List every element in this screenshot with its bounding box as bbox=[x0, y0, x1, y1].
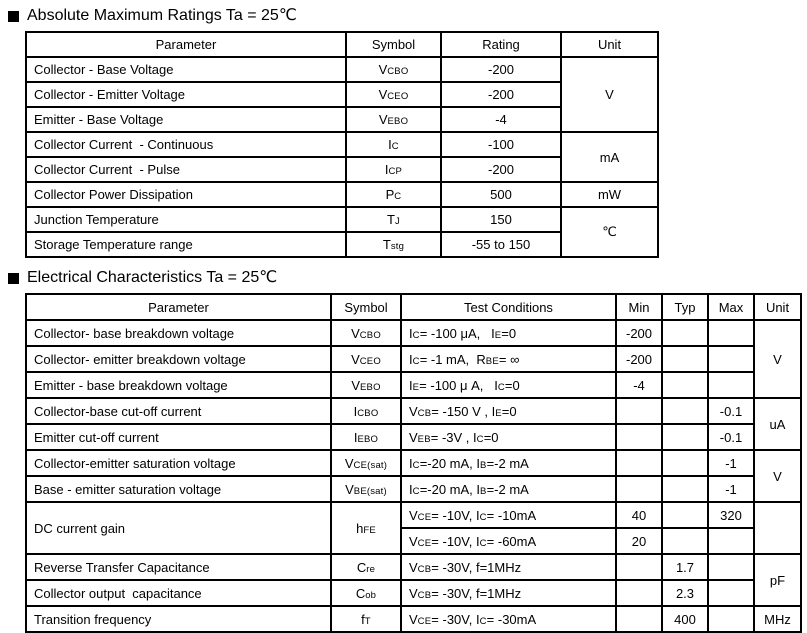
table-row bbox=[26, 606, 801, 632]
table-cell bbox=[441, 182, 561, 207]
column-header-parameter: Parameter bbox=[26, 294, 331, 320]
text: =-2 mA bbox=[486, 481, 529, 497]
text: =0 bbox=[504, 377, 520, 393]
text: I bbox=[409, 351, 413, 367]
text: -100 bbox=[487, 137, 515, 152]
table-cell bbox=[662, 346, 708, 372]
text: = -10V, I bbox=[431, 533, 480, 549]
table-cell bbox=[708, 528, 754, 554]
table-row bbox=[26, 424, 801, 450]
table-cell bbox=[561, 132, 658, 182]
table-cell bbox=[401, 320, 616, 346]
table-cell bbox=[346, 207, 441, 232]
table-cell bbox=[331, 580, 401, 606]
subscript: C bbox=[479, 511, 487, 523]
table-row bbox=[26, 207, 658, 232]
text: =-20 mA, I bbox=[419, 481, 481, 497]
text: V bbox=[378, 112, 388, 127]
table-cell bbox=[708, 476, 754, 502]
text: -4 bbox=[495, 112, 507, 127]
column-header-symbol: Symbol bbox=[331, 294, 401, 320]
text: Collector Power Dissipation bbox=[34, 187, 193, 202]
table-cell bbox=[26, 346, 331, 372]
subscript: B bbox=[480, 459, 487, 471]
subscript: CEO bbox=[387, 91, 409, 102]
text: = -100 μ A, I bbox=[419, 377, 498, 393]
subscript: C bbox=[476, 433, 484, 445]
table-row bbox=[26, 554, 801, 580]
table-cell bbox=[26, 320, 331, 346]
table-row bbox=[26, 182, 658, 207]
table-cell bbox=[26, 450, 331, 476]
table-cell bbox=[401, 528, 616, 554]
subscript: EBO bbox=[387, 116, 409, 127]
subscript: CE bbox=[417, 511, 432, 523]
text: Collector- base breakdown voltage bbox=[34, 325, 235, 341]
subscript: re bbox=[366, 563, 376, 575]
subscript: CBO bbox=[359, 329, 381, 341]
text: = -150 V , I bbox=[431, 403, 496, 419]
table-cell bbox=[441, 57, 561, 82]
table-cell bbox=[708, 346, 754, 372]
text: =0 bbox=[501, 403, 517, 419]
table-cell bbox=[346, 132, 441, 157]
subscript: EB bbox=[417, 433, 431, 445]
text: 400 bbox=[674, 611, 696, 627]
table-cell bbox=[26, 424, 331, 450]
table-cell bbox=[401, 372, 616, 398]
table-cell bbox=[616, 580, 662, 606]
abs-max-heading bbox=[8, 7, 807, 25]
table-cell bbox=[662, 502, 708, 528]
square-bullet-icon bbox=[8, 11, 19, 22]
text: Collector- emitter breakdown voltage bbox=[34, 351, 246, 367]
text: V bbox=[409, 507, 418, 523]
text: V bbox=[344, 455, 354, 471]
column-header-unit: Unit bbox=[754, 294, 801, 320]
text: Collector-base cut-off current bbox=[34, 403, 202, 419]
text: -200 bbox=[625, 351, 653, 367]
subscript: E bbox=[495, 407, 502, 419]
table-cell bbox=[708, 580, 754, 606]
table-cell bbox=[331, 346, 401, 372]
text: = -30V, f=1MHz bbox=[431, 585, 522, 601]
text: Collector - Emitter Voltage bbox=[34, 87, 186, 102]
text: Emitter - Base Voltage bbox=[34, 112, 164, 127]
column-header-symbol: Symbol bbox=[346, 32, 441, 57]
table-cell bbox=[26, 580, 331, 606]
subscript: B bbox=[480, 485, 487, 497]
column-header-max: Max bbox=[708, 294, 754, 320]
table-cell bbox=[401, 424, 616, 450]
text: -0.1 bbox=[719, 403, 743, 419]
table-cell bbox=[616, 502, 662, 528]
table-cell bbox=[662, 398, 708, 424]
text: f bbox=[361, 611, 365, 627]
subscript: stg bbox=[390, 241, 405, 252]
column-header-typ: Typ bbox=[662, 294, 708, 320]
table-cell bbox=[26, 182, 346, 207]
table-cell bbox=[401, 580, 616, 606]
text: T bbox=[387, 212, 395, 227]
subscript: EBO bbox=[360, 381, 381, 393]
table-cell bbox=[26, 82, 346, 107]
text: = -30V, f=1MHz bbox=[431, 559, 522, 575]
table-cell bbox=[616, 476, 662, 502]
text: = -60mA bbox=[486, 533, 537, 549]
subscript: C bbox=[479, 537, 487, 549]
table-cell bbox=[26, 606, 331, 632]
table-cell bbox=[441, 82, 561, 107]
table-cell bbox=[616, 398, 662, 424]
text: -1 bbox=[725, 455, 737, 471]
table-cell bbox=[401, 346, 616, 372]
text: V bbox=[409, 403, 418, 419]
text: I bbox=[384, 162, 389, 177]
subscript: CP bbox=[388, 166, 403, 177]
table-cell bbox=[754, 554, 801, 606]
table-cell bbox=[401, 502, 616, 528]
table-row bbox=[26, 346, 801, 372]
table-cell bbox=[708, 398, 754, 424]
table-cell bbox=[754, 398, 801, 450]
text: -200 bbox=[487, 162, 515, 177]
text: V bbox=[345, 481, 354, 497]
table-cell bbox=[616, 606, 662, 632]
text: = -100 μA, I bbox=[419, 325, 495, 341]
subscript: CB bbox=[417, 563, 432, 575]
text: Transition frequency bbox=[34, 611, 152, 627]
text: Collector - Base Voltage bbox=[34, 62, 174, 77]
text: V bbox=[409, 559, 418, 575]
table-cell bbox=[662, 450, 708, 476]
table-cell bbox=[708, 502, 754, 528]
subscript: ob bbox=[365, 589, 377, 601]
table-cell bbox=[401, 554, 616, 580]
text: = -10V, I bbox=[431, 507, 480, 523]
text: ℃ bbox=[602, 224, 617, 239]
table-cell bbox=[662, 554, 708, 580]
text: Emitter cut-off current bbox=[34, 429, 159, 445]
elec-char-heading bbox=[8, 269, 807, 287]
table-row bbox=[26, 476, 801, 502]
table-cell bbox=[26, 57, 346, 82]
text: -55 to 150 bbox=[471, 237, 531, 252]
table-cell bbox=[26, 502, 331, 554]
table-row bbox=[26, 502, 801, 528]
table-cell bbox=[331, 502, 401, 554]
table-cell bbox=[662, 372, 708, 398]
text: -4 bbox=[633, 377, 645, 393]
text: V bbox=[605, 87, 614, 102]
text: =-20 mA, I bbox=[419, 455, 481, 471]
text: mW bbox=[597, 187, 622, 202]
text: Junction Temperature bbox=[34, 212, 159, 227]
subscript: C bbox=[412, 355, 420, 367]
text: V bbox=[773, 351, 782, 367]
text: 1.7 bbox=[675, 559, 695, 575]
text: Storage Temperature range bbox=[34, 237, 193, 252]
table-cell bbox=[26, 207, 346, 232]
text: V bbox=[409, 611, 418, 627]
text: Collector Current - Pulse bbox=[34, 162, 180, 177]
text: 2.3 bbox=[675, 585, 695, 601]
text: 150 bbox=[490, 212, 512, 227]
table-cell bbox=[26, 372, 331, 398]
table-cell bbox=[708, 372, 754, 398]
table-cell bbox=[26, 398, 331, 424]
table-cell bbox=[331, 320, 401, 346]
text: pF bbox=[769, 572, 786, 588]
table-cell bbox=[708, 554, 754, 580]
column-header-test-conditions: Test Conditions bbox=[401, 294, 616, 320]
table-cell bbox=[331, 398, 401, 424]
subscript: J bbox=[395, 216, 400, 227]
text: I bbox=[409, 455, 413, 471]
subscript: EBO bbox=[357, 433, 379, 445]
text: =0 bbox=[483, 429, 499, 445]
text: V bbox=[409, 585, 418, 601]
subscript: E bbox=[494, 329, 502, 341]
table-cell bbox=[662, 476, 708, 502]
elec-char-heading-text: Electrical Characteristics Ta = 25℃ bbox=[27, 269, 278, 286]
table-cell bbox=[26, 232, 346, 257]
text: -200 bbox=[625, 325, 653, 341]
text: V bbox=[409, 533, 418, 549]
table-cell bbox=[401, 398, 616, 424]
table-cell bbox=[346, 232, 441, 257]
text: V bbox=[773, 468, 782, 484]
text: T bbox=[382, 237, 391, 252]
table-cell bbox=[441, 132, 561, 157]
subscript: CE bbox=[417, 615, 432, 627]
table-cell bbox=[331, 424, 401, 450]
table-cell bbox=[616, 372, 662, 398]
text: = -10mA bbox=[486, 507, 537, 523]
subscript: CB bbox=[417, 589, 432, 601]
table-cell bbox=[346, 82, 441, 107]
table-cell bbox=[662, 320, 708, 346]
table-cell bbox=[616, 346, 662, 372]
table-cell bbox=[662, 424, 708, 450]
table-cell bbox=[401, 476, 616, 502]
text: = -3V , I bbox=[430, 429, 477, 445]
table-cell bbox=[662, 528, 708, 554]
text: C bbox=[355, 585, 366, 601]
table-cell bbox=[616, 320, 662, 346]
text: = -30mA bbox=[486, 611, 537, 627]
text: I bbox=[409, 481, 413, 497]
text: = -1 mA, R bbox=[419, 351, 486, 367]
table-cell bbox=[26, 554, 331, 580]
table-cell bbox=[754, 320, 801, 398]
table-row bbox=[26, 580, 801, 606]
table-cell bbox=[754, 606, 801, 632]
table-cell bbox=[331, 554, 401, 580]
text: =-2 mA bbox=[486, 455, 529, 471]
table-cell bbox=[561, 57, 658, 132]
column-header-parameter: Parameter bbox=[26, 32, 346, 57]
text: uA bbox=[769, 416, 786, 432]
table-row bbox=[26, 398, 801, 424]
table-cell bbox=[616, 528, 662, 554]
table-cell bbox=[26, 132, 346, 157]
table-cell bbox=[401, 450, 616, 476]
text: Collector output capacitance bbox=[34, 585, 202, 601]
table-row bbox=[26, 320, 801, 346]
table-cell bbox=[616, 424, 662, 450]
table-row bbox=[26, 132, 658, 157]
table-cell bbox=[754, 502, 801, 554]
text: h bbox=[356, 520, 364, 536]
absolute-maximum-ratings-table bbox=[25, 31, 659, 258]
subscript: C bbox=[479, 615, 487, 627]
table-cell bbox=[616, 554, 662, 580]
table-cell bbox=[346, 157, 441, 182]
column-header-rating: Rating bbox=[441, 32, 561, 57]
subscript: FE bbox=[363, 524, 376, 536]
text: V bbox=[378, 62, 388, 77]
subscript: C bbox=[412, 485, 420, 497]
text: -1 bbox=[725, 481, 737, 497]
table-cell bbox=[401, 606, 616, 632]
text: I bbox=[409, 325, 413, 341]
table-row bbox=[26, 57, 658, 82]
text: Collector Current - Continuous bbox=[34, 137, 214, 152]
text: I bbox=[388, 137, 392, 152]
table-cell bbox=[331, 372, 401, 398]
text: 500 bbox=[490, 187, 512, 202]
text: C bbox=[356, 559, 367, 575]
column-header-min: Min bbox=[616, 294, 662, 320]
subscript: BE bbox=[485, 355, 499, 367]
table-cell bbox=[616, 450, 662, 476]
abs-max-heading-text: Absolute Maximum Ratings Ta = 25℃ bbox=[27, 7, 297, 24]
table-cell bbox=[441, 232, 561, 257]
table-cell bbox=[26, 107, 346, 132]
subscript: C bbox=[412, 459, 420, 471]
table-cell bbox=[561, 182, 658, 207]
table-cell bbox=[26, 157, 346, 182]
table-cell bbox=[754, 450, 801, 502]
text: -200 bbox=[487, 87, 515, 102]
table-row bbox=[26, 372, 801, 398]
text: P bbox=[385, 187, 395, 202]
table-cell bbox=[662, 606, 708, 632]
text: Emitter - base breakdown voltage bbox=[34, 377, 228, 393]
text: Reverse Transfer Capacitance bbox=[34, 559, 210, 575]
subscript: CEO bbox=[359, 355, 381, 367]
text: MHz bbox=[764, 611, 791, 627]
text: = ∞ bbox=[498, 351, 520, 367]
table-cell bbox=[708, 424, 754, 450]
text: V bbox=[351, 325, 360, 341]
table-cell bbox=[561, 207, 658, 257]
text: V bbox=[351, 351, 360, 367]
text: -200 bbox=[487, 62, 515, 77]
text: I bbox=[353, 429, 358, 445]
text: DC current gain bbox=[34, 520, 126, 536]
text: 320 bbox=[720, 507, 742, 523]
header-row bbox=[26, 32, 658, 57]
text: I bbox=[409, 377, 413, 393]
subscript: CBO bbox=[357, 407, 379, 419]
table-cell bbox=[331, 606, 401, 632]
text: -0.1 bbox=[719, 429, 743, 445]
text: V bbox=[409, 429, 418, 445]
text: mA bbox=[599, 149, 620, 165]
table-cell bbox=[441, 207, 561, 232]
table-cell bbox=[26, 476, 331, 502]
table-cell bbox=[346, 107, 441, 132]
table-row bbox=[26, 450, 801, 476]
column-header-unit: Unit bbox=[561, 32, 658, 57]
subscript: CE(sat) bbox=[353, 459, 388, 471]
subscript: BE(sat) bbox=[353, 485, 387, 497]
text: V bbox=[351, 377, 360, 393]
square-bullet-icon bbox=[8, 273, 19, 284]
text: Collector-emitter saturation voltage bbox=[34, 455, 236, 471]
subscript: CBO bbox=[387, 66, 409, 77]
subscript: E bbox=[412, 381, 420, 393]
header-row bbox=[26, 294, 801, 320]
subscript: CB bbox=[417, 407, 432, 419]
table-cell bbox=[441, 157, 561, 182]
text: = -30V, I bbox=[431, 611, 480, 627]
table-cell bbox=[441, 107, 561, 132]
subscript: C bbox=[391, 141, 399, 152]
text: 20 bbox=[631, 533, 647, 549]
table-cell bbox=[708, 606, 754, 632]
table-cell bbox=[346, 182, 441, 207]
text: =0 bbox=[501, 325, 517, 341]
subscript: C bbox=[412, 329, 420, 341]
text: Base - emitter saturation voltage bbox=[34, 481, 222, 497]
electrical-characteristics-table bbox=[25, 293, 802, 633]
text: I bbox=[353, 403, 358, 419]
subscript: CE bbox=[417, 537, 432, 549]
table-cell bbox=[346, 57, 441, 82]
table-cell bbox=[708, 320, 754, 346]
table-cell bbox=[331, 450, 401, 476]
subscript: C bbox=[497, 381, 505, 393]
table-cell bbox=[708, 450, 754, 476]
subscript: C bbox=[394, 191, 402, 202]
text: V bbox=[378, 87, 388, 102]
text: 40 bbox=[631, 507, 647, 523]
table-cell bbox=[331, 476, 401, 502]
table-cell bbox=[662, 580, 708, 606]
subscript: T bbox=[364, 615, 371, 627]
